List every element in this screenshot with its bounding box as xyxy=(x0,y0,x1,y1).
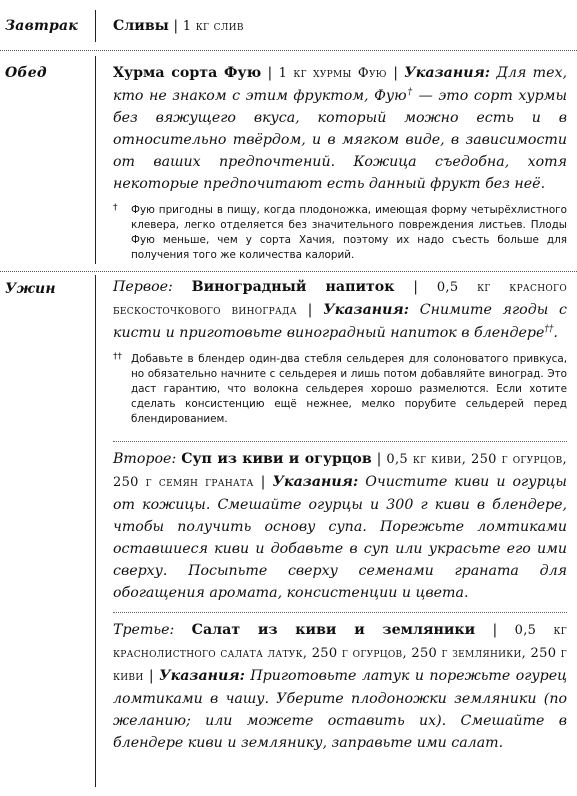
dinner-course-third xyxy=(113,619,567,754)
dinner-content xyxy=(113,276,567,754)
course-label: Первое: xyxy=(113,279,173,295)
separator: | xyxy=(307,302,313,318)
breakfast-amount: 1 кг слив xyxy=(182,19,244,34)
course-divider xyxy=(113,612,567,613)
separator: | xyxy=(260,474,266,490)
lunch-row xyxy=(0,50,577,270)
lunch-footnote: † Фую пригодны в пищу, когда плодоножка, имеющая форму четырёхлистного клевера, легко отделяется без значительного повреждения листьев. Плоды Фую меньше, чем у сорта Хачия, поэтому их надо съесть больше для получения того же количества калорий. xyxy=(113,203,567,261)
instructions-label: Указания: xyxy=(323,302,409,318)
column-divider xyxy=(95,56,96,264)
column-divider xyxy=(95,275,96,787)
dinner-row xyxy=(0,271,577,796)
course-label: Третье: xyxy=(113,622,175,638)
footnote-ref: † xyxy=(406,87,414,98)
breakfast-content xyxy=(113,15,567,38)
instructions-label: Указания: xyxy=(159,668,245,684)
course-amount: 0,5 кг киви, 250 г огурцов, 250 г семян граната xyxy=(113,452,567,490)
course-divider xyxy=(113,441,567,442)
instructions-label: Указания: xyxy=(272,474,359,490)
separator: | xyxy=(173,18,179,34)
separator: | xyxy=(393,65,398,81)
course-title: Виноградный напиток xyxy=(191,279,395,295)
course-instructions: Снимите ягоды с кисти и приготовьте виноградный напиток в блендере††. xyxy=(113,302,567,341)
course-title: Суп из киви и огурцов xyxy=(181,451,372,467)
lunch-instructions: Для тех, кто не знаком с этим фруктом, Фую† — это сорт хурмы без вяжущего вкуса, который можно есть и в относительно твёрдом, и в мягком виде, в зависимости от ваших предпочтений. Кожица съедобна, хотя некоторые предпочитают есть данный фрукт без неё. xyxy=(113,65,568,192)
lunch-content xyxy=(113,62,567,263)
dinner-course-second xyxy=(113,448,567,604)
course-instructions: Очистите киви и огурцы от кожицы. Смешайте огурцы и 300 г киви в блендере, чтобы получить основу супа. Порежьте ломтиками оставшиеся киви и добавьте в суп или украсьте его ими сверху. Посыпьте сверху семенами граната для обогащения аромата, консистенции и цвета. xyxy=(113,474,567,601)
separator: | xyxy=(148,668,154,684)
course-amount: 0,5 кг краснолистного салата латук, 250 г огурцов, 250 г земляники, 250 г киви xyxy=(113,623,568,684)
separator: | xyxy=(267,65,273,81)
dinner-footnote: †† Добавьте в блендер один-два стебля сельдерея для солоноватого привкуса, но обязательно начните с сельдерея и лишь потом добавляйте виноград. Это даст гарантию, что волокна сельдерея хорошо размелются. Если хотите сделать консистенцию ещё нежнее, мелко порубите сельдерей перед блендированием. xyxy=(113,352,567,425)
column-divider xyxy=(95,10,96,42)
separator: | xyxy=(376,451,382,467)
course-title: Салат из киви и земляники xyxy=(191,622,476,638)
course-amount: 0,5 кг красного бескосточкового винограда xyxy=(113,280,567,318)
course-instructions: Приготовьте латук и порежьте огурец ломтиками в чашу. Уберите плодоножки земляники (по желанию; или можете оставить их). Смешайте в блендере киви и землянику, заправьте ими салат. xyxy=(113,668,568,751)
meal-label-lunch: Обед xyxy=(5,65,47,81)
footnote-ref: †† xyxy=(544,324,554,335)
lunch-amount: 1 кг хурмы Фую xyxy=(278,66,387,81)
lunch-title: Хурма сорта Фую xyxy=(113,65,262,81)
course-label: Второе: xyxy=(113,451,177,467)
instructions-label: Указания: xyxy=(404,65,491,81)
dinner-course-first xyxy=(113,276,567,427)
meal-label-breakfast: Завтрак xyxy=(5,18,78,34)
footnote-mark: †† xyxy=(113,352,122,362)
breakfast-title: Сливы xyxy=(113,18,169,34)
meal-label-dinner: Ужин xyxy=(5,281,56,297)
separator: | xyxy=(413,279,419,295)
separator: | xyxy=(492,622,498,638)
breakfast-row xyxy=(0,0,577,48)
footnote-mark: † xyxy=(113,203,118,213)
